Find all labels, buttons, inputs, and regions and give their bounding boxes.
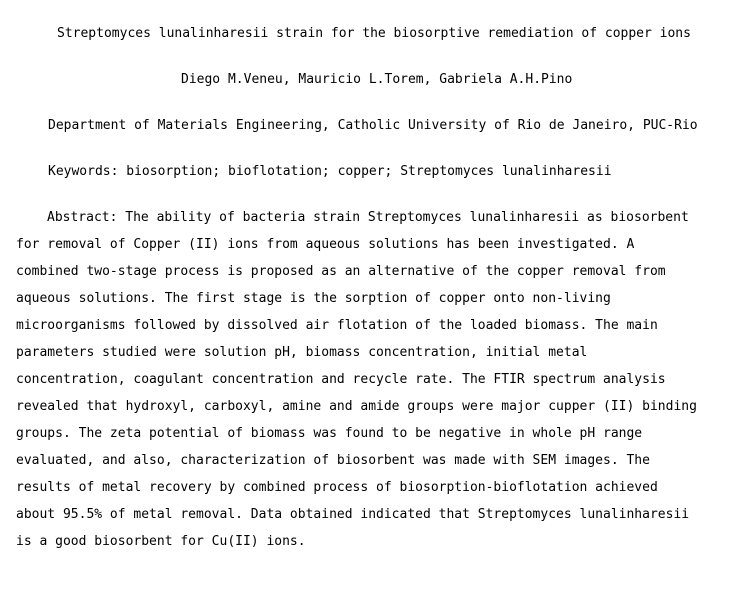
abstract-line: concentration, coagulant concentration and recycle rate. The FTIR spectrum analysis xyxy=(16,372,666,387)
abstract-line: about 95.5% of metal removal. Data obtained indicated that Streptomyces lunalinharesii xyxy=(16,507,690,522)
abstract-line: revealed that hydroxyl, carboxyl, amine and amide groups were major cupper (II) binding xyxy=(16,399,697,414)
abstract-line: microorganisms followed by dissolved air flotation of the loaded biomass. The main xyxy=(16,318,658,333)
abstract-line: combined two-stage process is proposed as an alternative of the copper removal from xyxy=(16,264,666,279)
abstract-line: is a good biosorbent for Cu(II) ions. xyxy=(16,534,306,549)
abstract-line: evaluated, and also, characterization of biosorbent was made with SEM images. The xyxy=(16,453,650,468)
abstract-line: groups. The zeta potential of biomass was found to be negative in whole pH range xyxy=(16,426,643,441)
abstract-line: Abstract: The ability of bacteria strain Streptomyces lunalinharesii as biosorbent xyxy=(47,210,689,225)
abstract-line: aqueous solutions. The first stage is the sorption of copper onto non-living xyxy=(16,291,611,306)
abstract-line: parameters studied were solution pH, biomass concentration, initial metal xyxy=(16,345,588,360)
abstract xyxy=(16,209,716,560)
paper-affiliation: Department of Materials Engineering, Catholic University of Rio de Janeiro, PUC-Rio xyxy=(48,118,698,133)
abstract-line: results of metal recovery by combined process of biosorption-bioflotation achieved xyxy=(16,480,658,495)
abstract-line: for removal of Copper (II) ions from aqueous solutions has been investigated. A xyxy=(16,237,635,252)
paper-title: Streptomyces lunalinharesii strain for the biosorptive remediation of copper ions xyxy=(57,26,691,41)
paper-authors: Diego M.Veneu, Mauricio L.Torem, Gabriela A.H.Pino xyxy=(181,72,573,87)
paper-keywords: Keywords: biosorption; bioflotation; copper; Streptomyces lunalinharesii xyxy=(48,164,612,179)
